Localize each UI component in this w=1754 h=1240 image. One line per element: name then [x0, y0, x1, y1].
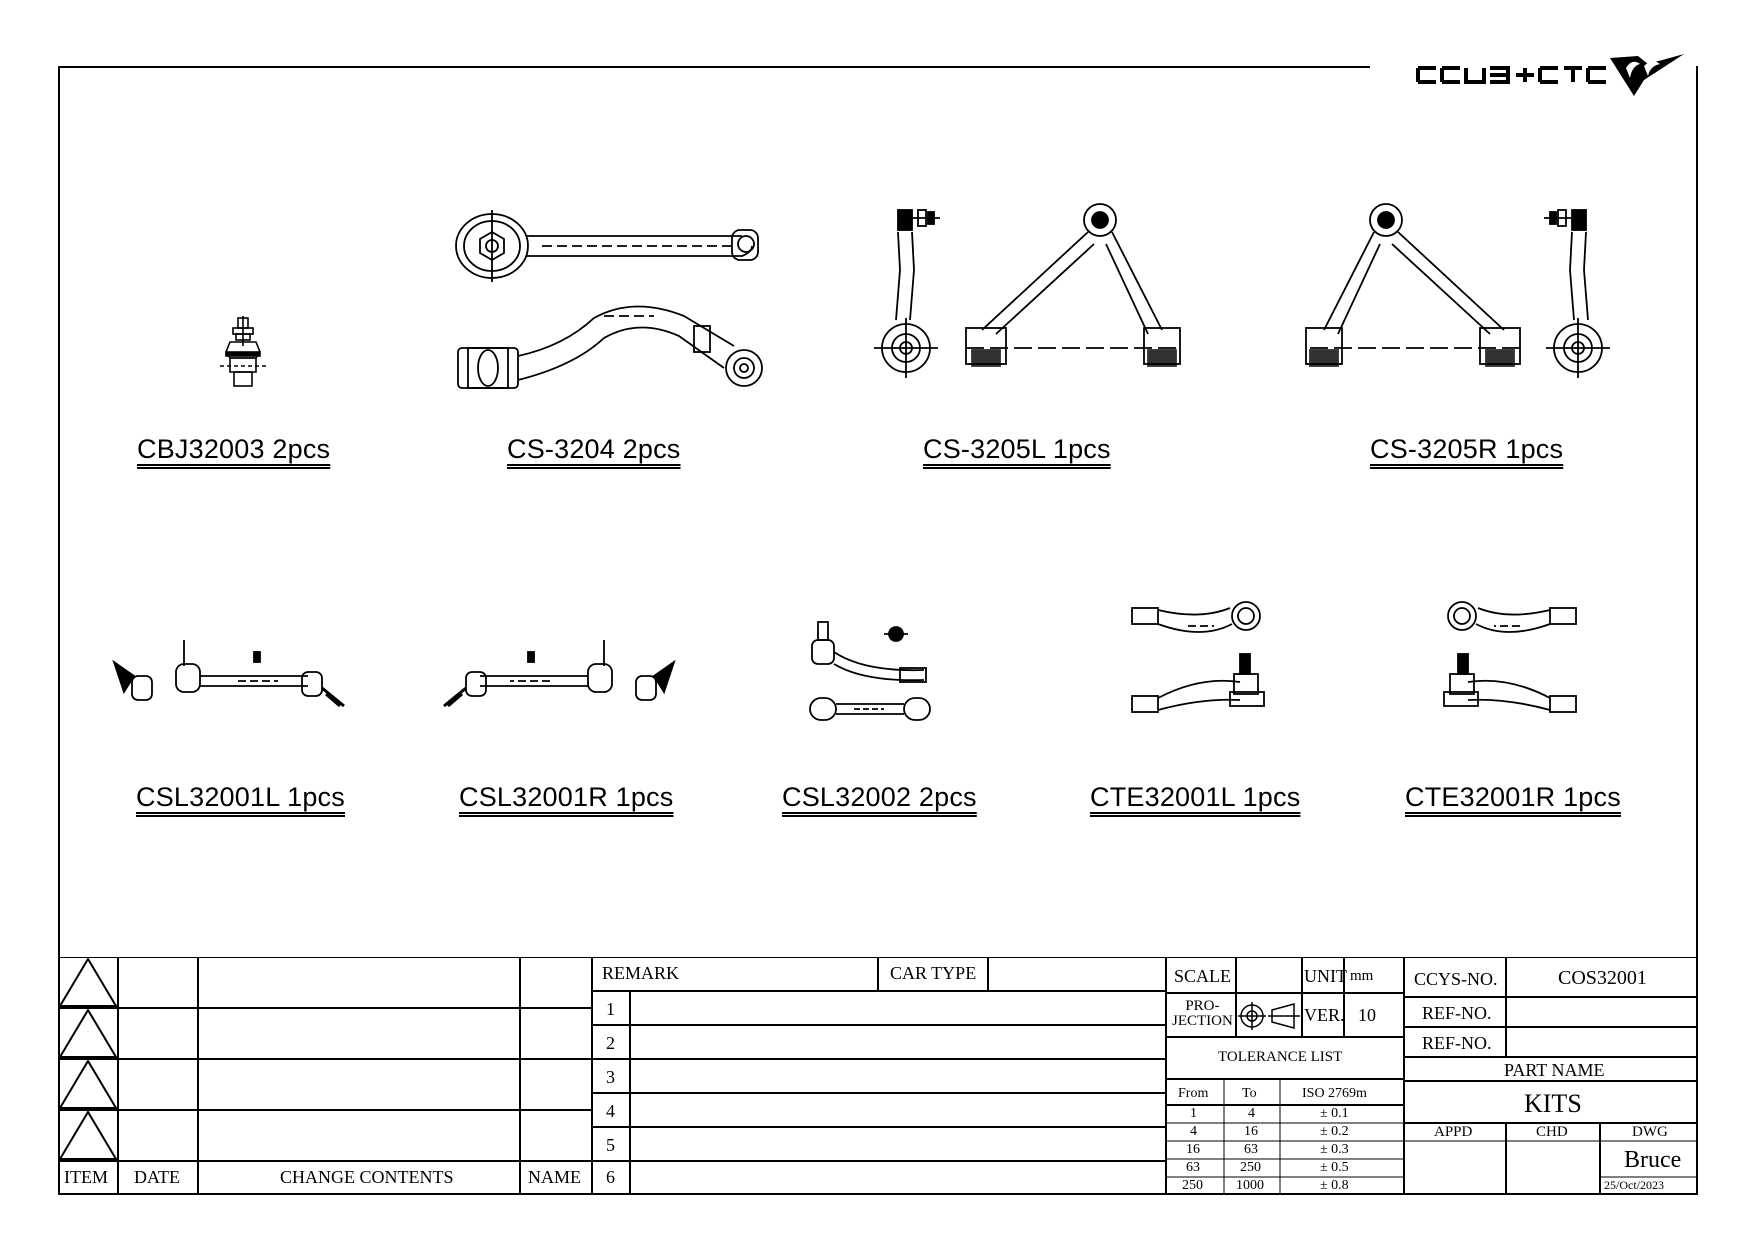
header-item: ITEM: [64, 1167, 108, 1187]
dwg-label: DWG: [1632, 1124, 1668, 1140]
part-name-value: KITS: [1524, 1089, 1582, 1118]
unit-value: mm: [1350, 968, 1374, 984]
tolerance-value: ± 0.1: [1320, 1106, 1349, 1121]
tolerance-header-to: To: [1242, 1086, 1257, 1101]
header-name: NAME: [528, 1167, 581, 1187]
stabilizer-link-left-drawing: [108, 636, 348, 716]
remark-label: REMARK: [602, 963, 680, 983]
tolerance-from: 250: [1182, 1178, 1203, 1193]
remark-row-3: 3: [606, 1067, 615, 1087]
part-label-cs3205r: CS-3205R 1pcs: [1370, 434, 1564, 464]
tolerance-header-from: From: [1178, 1086, 1209, 1101]
frame-top-line: [58, 66, 1370, 68]
unit-label: UNIT: [1304, 966, 1347, 986]
control-arm-curved-drawing: [454, 296, 774, 396]
tolerance-from: 4: [1190, 1124, 1197, 1139]
header-date: DATE: [134, 1167, 180, 1187]
scale-label: SCALE: [1174, 966, 1232, 986]
ccys-no-label: CCYS-NO.: [1414, 969, 1498, 989]
ref-no-label-2: REF-NO.: [1422, 1033, 1492, 1053]
ccys-no-value: COS32001: [1558, 967, 1647, 989]
tolerance-value: ± 0.2: [1320, 1124, 1349, 1139]
tolerance-from: 16: [1186, 1142, 1200, 1157]
tolerance-to: 4: [1248, 1106, 1255, 1121]
link-left-drawing: [870, 200, 950, 380]
chd-label: CHD: [1536, 1124, 1568, 1140]
part-label-csl32002: CSL32002 2pcs: [782, 782, 977, 812]
dwg-value: Bruce: [1624, 1147, 1682, 1173]
tolerance-title: TOLERANCE LIST: [1218, 1049, 1343, 1065]
title-block-grid: [58, 957, 1698, 1195]
remark-row-6: 6: [606, 1167, 615, 1187]
ver-label: VER.: [1304, 1005, 1345, 1025]
ref-no-label-1: REF-NO.: [1422, 1003, 1492, 1023]
tolerance-from: 63: [1186, 1160, 1200, 1175]
tolerance-to: 250: [1240, 1160, 1261, 1175]
projection-symbol-icon: [1238, 1001, 1302, 1031]
tolerance-from: 1: [1190, 1106, 1197, 1121]
ver-value: 10: [1358, 1005, 1376, 1025]
part-label-csl32001l: CSL32001L 1pcs: [136, 782, 345, 812]
header-change-contents: CHANGE CONTENTS: [280, 1167, 454, 1187]
projection-label: PRO- JECTION: [1172, 998, 1233, 1029]
part-label-cte32001r: CTE32001R 1pcs: [1405, 782, 1621, 812]
tie-rod-end-left-drawing: [1130, 600, 1270, 720]
tolerance-value: ± 0.8: [1320, 1178, 1349, 1193]
part-label-csl32001r: CSL32001R 1pcs: [459, 782, 674, 812]
part-name-label: PART NAME: [1504, 1060, 1605, 1080]
company-logo: [1412, 46, 1692, 104]
appd-label: APPD: [1434, 1124, 1473, 1140]
tie-rod-drawing: [804, 618, 934, 728]
tolerance-header-std: ISO 2769m: [1302, 1086, 1367, 1101]
drawing-date: 25/Oct/2023: [1604, 1178, 1664, 1192]
part-label-cs3204: CS-3204 2pcs: [507, 434, 681, 464]
remark-row-2: 2: [606, 1033, 615, 1053]
tolerance-to: 63: [1244, 1142, 1258, 1157]
remark-row-4: 4: [606, 1101, 615, 1121]
a-arm-left-drawing: [962, 200, 1188, 372]
part-label-cs3205l: CS-3205L 1pcs: [923, 434, 1111, 464]
control-arm-straight-drawing: [452, 206, 772, 286]
remark-row-5: 5: [606, 1135, 615, 1155]
title-block: [58, 957, 1698, 1195]
tolerance-value: ± 0.3: [1320, 1142, 1349, 1157]
tolerance-value: ± 0.5: [1320, 1160, 1349, 1175]
car-type-label: CAR TYPE: [890, 963, 977, 983]
stabilizer-link-right-drawing: [440, 636, 680, 716]
link-right-drawing: [1534, 200, 1614, 380]
part-label-cbj32003: CBJ32003 2pcs: [137, 434, 331, 464]
tolerance-to: 16: [1244, 1124, 1258, 1139]
part-label-cte32001l: CTE32001L 1pcs: [1090, 782, 1301, 812]
logo-graphic: [1412, 46, 1692, 104]
a-arm-right-drawing: [1298, 200, 1524, 372]
tie-rod-end-right-drawing: [1438, 600, 1578, 720]
remark-row-1: 1: [606, 999, 615, 1019]
tolerance-to: 1000: [1236, 1178, 1264, 1193]
ball-joint-drawing: [218, 316, 268, 394]
